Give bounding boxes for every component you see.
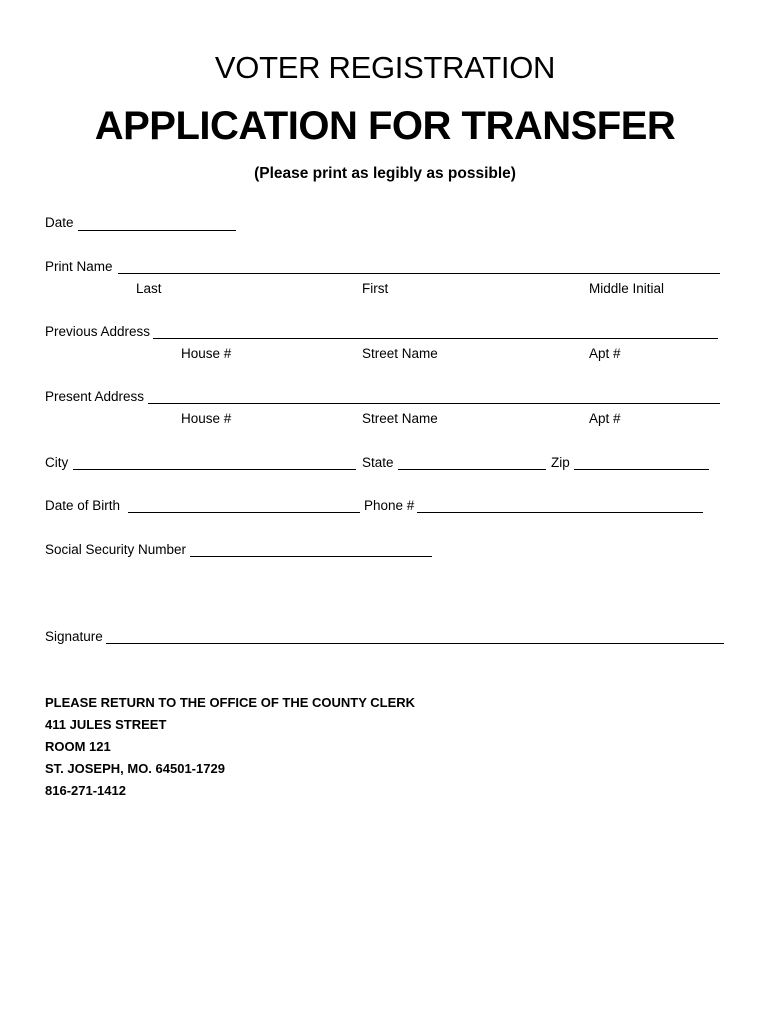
signature-field[interactable]	[106, 643, 724, 644]
ssn-label: Social Security Number	[45, 542, 187, 557]
form-heading: APPLICATION FOR TRANSFER	[94, 104, 676, 148]
city-field[interactable]	[73, 469, 356, 470]
present-address-field[interactable]	[148, 403, 720, 404]
return-phone: 816-271-1412	[45, 783, 126, 798]
phone-field[interactable]	[417, 512, 703, 513]
state-label: State	[362, 455, 394, 470]
previous-house-caption: House #	[181, 346, 232, 361]
zip-label: Zip	[551, 455, 570, 470]
state-field[interactable]	[398, 469, 546, 470]
return-street: 411 JULES STREET	[45, 717, 167, 732]
return-instruction: PLEASE RETURN TO THE OFFICE OF THE COUNTY CLERK	[45, 695, 416, 710]
date-label: Date	[45, 215, 74, 230]
zip-field[interactable]	[574, 469, 709, 470]
previous-address-label: Previous Address	[45, 324, 151, 339]
signature-label: Signature	[45, 629, 103, 644]
present-street-caption: Street Name	[362, 411, 438, 426]
last-name-caption: Last	[136, 281, 162, 296]
previous-street-caption: Street Name	[362, 346, 438, 361]
previous-apt-caption: Apt #	[589, 346, 621, 361]
print-name-field[interactable]	[118, 273, 720, 274]
first-name-caption: First	[362, 281, 389, 296]
form-title: VOTER REGISTRATION	[214, 50, 556, 85]
date-of-birth-label: Date of Birth	[45, 498, 121, 513]
print-name-label: Print Name	[45, 259, 113, 274]
city-label: City	[45, 455, 69, 470]
return-city: ST. JOSEPH, MO. 64501-1729	[45, 761, 225, 776]
previous-address-field[interactable]	[153, 338, 718, 339]
date-of-birth-field[interactable]	[128, 512, 360, 513]
present-address-label: Present Address	[45, 389, 145, 404]
date-field[interactable]	[78, 230, 236, 231]
form-instruction: (Please print as legibly as possible)	[254, 165, 516, 182]
ssn-field[interactable]	[190, 556, 432, 557]
middle-initial-caption: Middle Initial	[589, 281, 665, 296]
present-apt-caption: Apt #	[589, 411, 621, 426]
return-room: ROOM 121	[45, 739, 111, 754]
phone-label: Phone #	[364, 498, 415, 513]
present-house-caption: House #	[181, 411, 232, 426]
